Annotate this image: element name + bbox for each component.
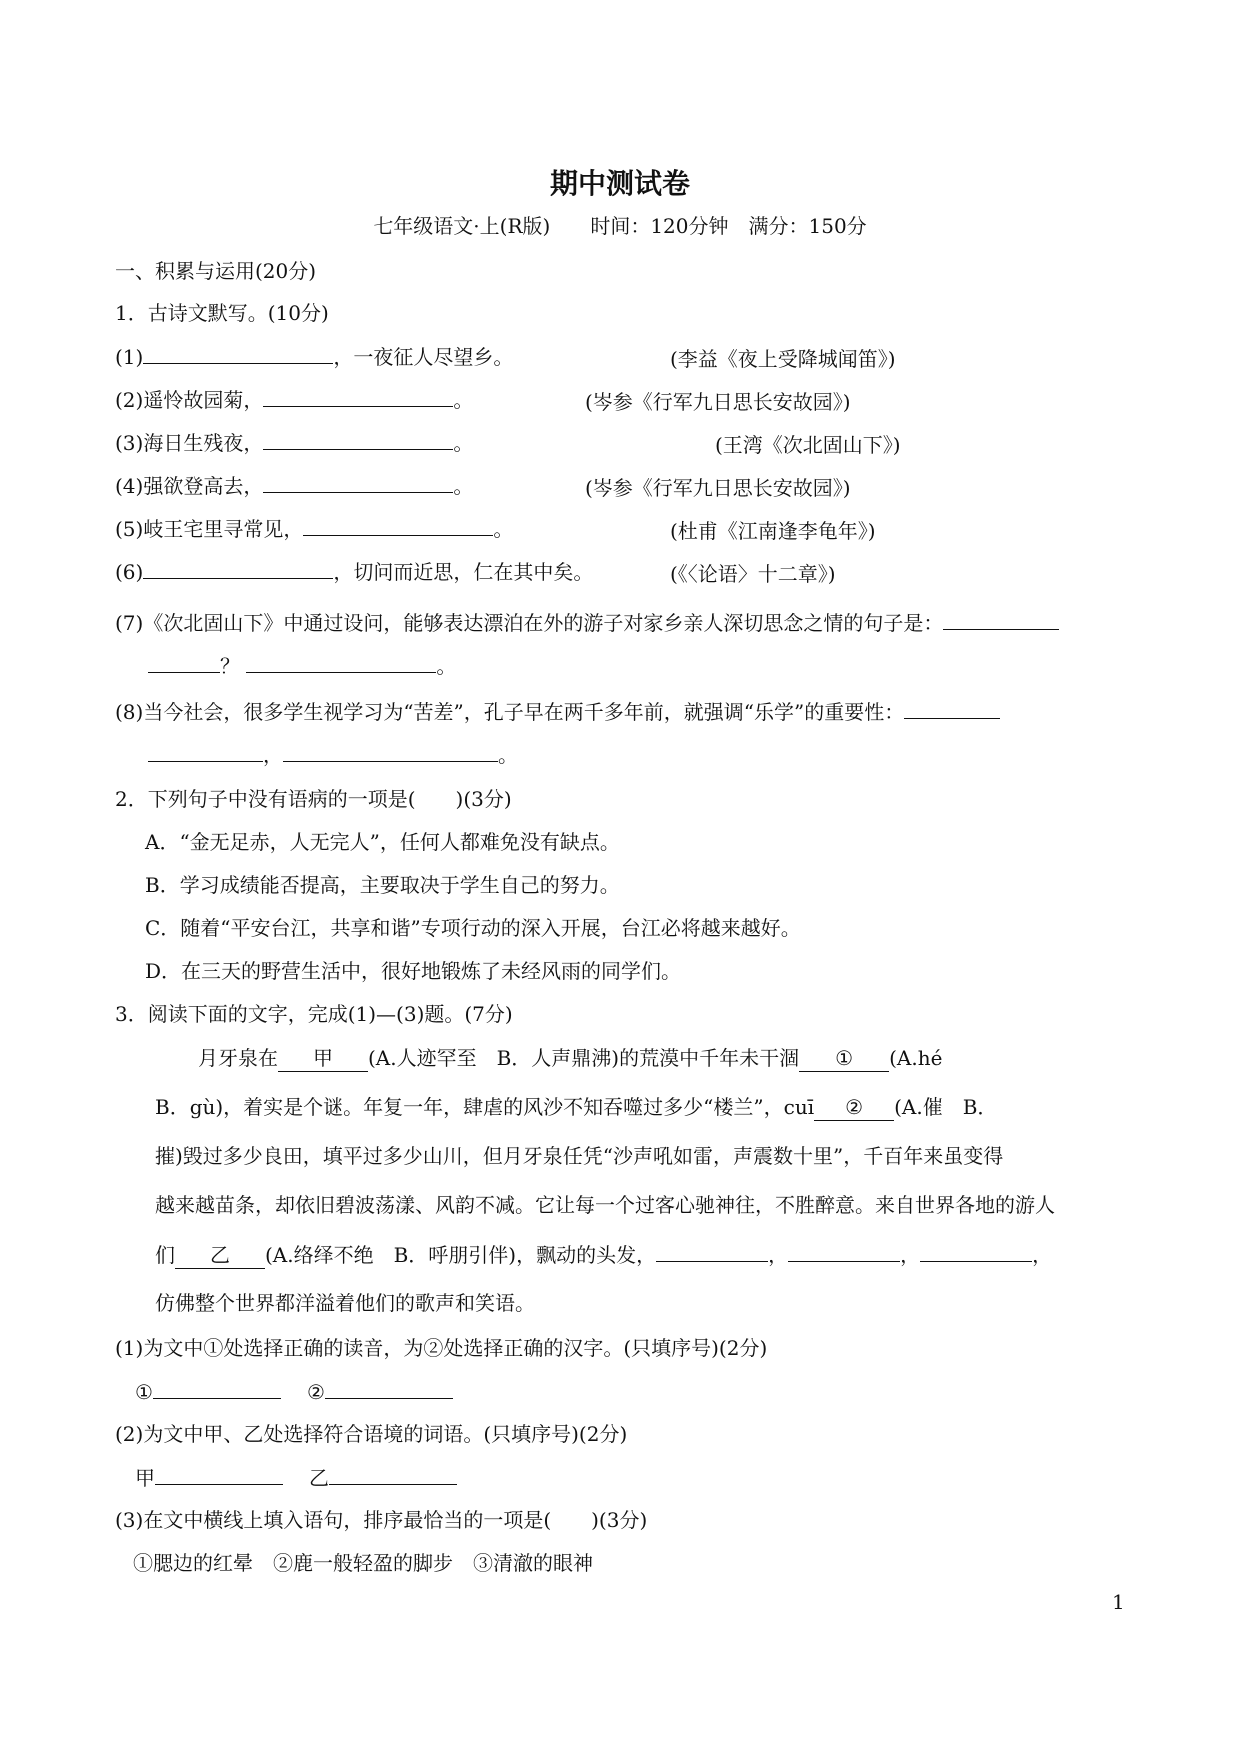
q3-sub-1-answers: ① ②	[135, 1378, 453, 1405]
answer-blank[interactable]	[303, 515, 493, 536]
q1-item-8: (8)当今社会，很多学生视学习为“苦差”，孔子早在两千多年前，就强调“乐学”的重要性：	[115, 698, 1000, 725]
q1-item-1: (1) ，一夜征人尽望乡。	[115, 345, 514, 369]
q1-item-6-source: (《〈论语〉十二章》)	[670, 562, 836, 586]
q3-sub-1: (1)为文中①处选择正确的读音，为②处选择正确的汉字。(只填序号)(2分)	[115, 1336, 768, 1360]
q1-item-5-source: (杜甫《江南逢李龟年》)	[670, 519, 876, 543]
q1-item-7-cont: ？ 。	[148, 652, 456, 679]
answer-blank[interactable]	[920, 1241, 1032, 1262]
q1-item-6: (6) ，切问而近思，仁在其中矣。	[115, 560, 594, 584]
section-heading: 一、积累与运用(20分)	[115, 259, 317, 283]
question-2-heading: 2．下列句子中没有语病的一项是( )(3分)	[115, 787, 512, 811]
q1-item-2: (2)遥怜故园菊， 。	[115, 388, 474, 412]
q1-item-8-cont: ， 。	[148, 741, 518, 768]
q3-sub-2: (2)为文中甲、乙处选择符合语境的词语。(只填序号)(2分)	[115, 1422, 628, 1446]
answer-blank[interactable]	[283, 741, 498, 762]
q2-option-a: A．“金无足赤，人无完人”，任何人都难免没有缺点。	[145, 830, 620, 854]
answer-blank[interactable]	[788, 1241, 900, 1262]
blank-2[interactable]: ②	[814, 1094, 894, 1121]
answer-blank[interactable]	[263, 472, 453, 493]
blank-yi[interactable]: 乙	[175, 1242, 265, 1269]
q2-option-c: C．随着“平安台江，共享和谐”专项行动的深入开展，台江必将越来越好。	[145, 916, 801, 940]
q1-item-2-source: (岑参《行军九日思长安故园》)	[585, 390, 851, 414]
q1-item-5: (5)岐王宅里寻常见， 。	[115, 517, 514, 541]
passage-line-1: 月牙泉在 甲 (A.人迹罕至 B．人声鼎沸)的荒漠中千年未干涸 ① (A.hé	[198, 1046, 943, 1070]
q1-item-4: (4)强欲登高去， 。	[115, 474, 474, 498]
page-subtitle: 七年级语文·上(R版) 时间：120分钟 满分：150分	[373, 214, 867, 238]
answer-blank[interactable]	[904, 698, 1000, 719]
q2-option-b: B．学习成绩能否提高，主要取决于学生自己的努力。	[145, 873, 620, 897]
q1-item-1-source: (李益《夜上受降城闻笛》)	[670, 347, 896, 371]
q1-item-3-source: (王湾《次北固山下》)	[715, 433, 901, 457]
page-title: 期中测试卷	[549, 167, 690, 200]
answer-blank[interactable]	[148, 741, 263, 762]
question-3-heading: 3．阅读下面的文字，完成(1)—(3)题。(7分)	[115, 1002, 513, 1026]
passage-line-5: 们 乙 (A.络绎不绝 B．呼朋引伴)，飘动的头发， ， ， ，	[155, 1243, 1053, 1267]
passage-line-6: 仿佛整个世界都洋溢着他们的歌声和笑语。	[155, 1291, 535, 1315]
q3-sub-2-answers: 甲 乙	[135, 1464, 457, 1491]
answer-blank[interactable]	[656, 1241, 768, 1262]
q3-sub-3-options: ①腮边的红晕 ②鹿一般轻盈的脚步 ③清澈的眼神	[133, 1551, 593, 1575]
answer-blank[interactable]	[943, 609, 1059, 630]
answer-blank[interactable]	[143, 343, 333, 364]
answer-blank[interactable]	[155, 1464, 283, 1485]
answer-blank[interactable]	[148, 652, 220, 673]
answer-blank[interactable]	[325, 1378, 453, 1399]
answer-blank[interactable]	[246, 652, 436, 673]
question-1-heading: 1．古诗文默写。(10分)	[115, 301, 329, 325]
q1-item-3: (3)海日生残夜， 。	[115, 431, 474, 455]
blank-1[interactable]: ①	[799, 1045, 889, 1072]
q1-item-4-source: (岑参《行军九日思长安故园》)	[585, 476, 851, 500]
passage-line-4: 越来越苗条，却依旧碧波荡漾、风韵不减。它让每一个过客心驰神往，不胜醉意。来自世界各地的游人	[155, 1193, 1055, 1217]
q3-sub-3: (3)在文中横线上填入语句，排序最恰当的一项是( )(3分)	[115, 1508, 648, 1532]
passage-line-2: B．gù)，着实是个谜。年复一年，肆虐的风沙不知吞噬过多少“楼兰”，cuī ② (A.催 B．	[155, 1095, 998, 1119]
answer-blank[interactable]	[329, 1464, 457, 1485]
blank-jia[interactable]: 甲	[278, 1045, 368, 1072]
answer-blank[interactable]	[263, 386, 453, 407]
q1-item-7: (7)《次北固山下》中通过设问，能够表达漂泊在外的游子对家乡亲人深切思念之情的句子是：	[115, 609, 1059, 636]
answer-blank[interactable]	[153, 1378, 281, 1399]
page-number: 1	[1112, 1590, 1125, 1614]
passage-line-3: 摧)毁过多少良田，填平过多少山川，但月牙泉任凭“沙声吼如雷，声震数十里”，千百年来虽变得	[155, 1144, 1004, 1168]
answer-blank[interactable]	[143, 558, 333, 579]
answer-blank[interactable]	[263, 429, 453, 450]
q2-option-d: D．在三天的野营生活中，很好地锻炼了未经风雨的同学们。	[145, 959, 682, 983]
